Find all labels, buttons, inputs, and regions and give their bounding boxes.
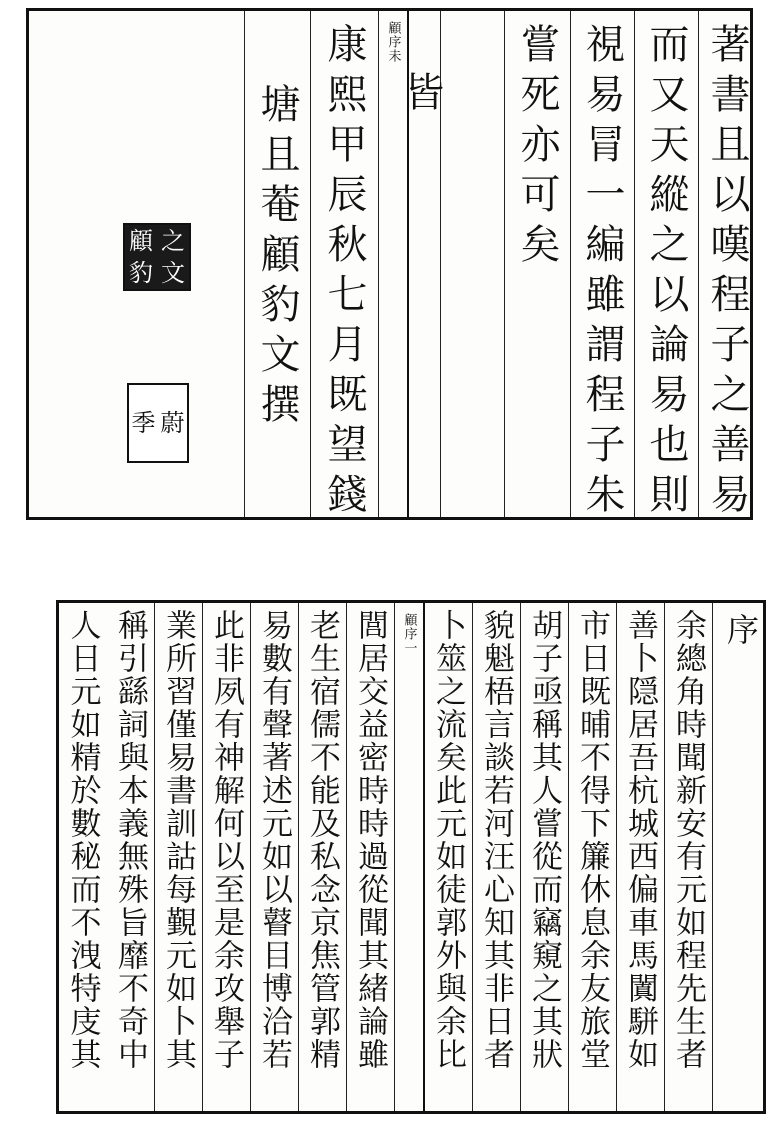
column-text: 閭居交益密時時過從聞其緒論雖 bbox=[352, 609, 388, 1071]
column-text: 而又天縱之以論易也則 bbox=[643, 23, 689, 523]
text-column bbox=[397, 11, 444, 517]
column-text: 余總角時聞新安有元如程先生者 bbox=[670, 609, 706, 1071]
text-column bbox=[425, 603, 473, 1111]
top-page bbox=[26, 8, 753, 523]
text-column bbox=[473, 603, 521, 1111]
text-column bbox=[635, 11, 699, 523]
text-column bbox=[251, 603, 299, 1111]
seal-stamp bbox=[123, 223, 191, 291]
text-column bbox=[521, 603, 569, 1111]
column-text: 人日元如精於數秘而不洩特庋其 bbox=[64, 609, 101, 1071]
seal-char: 之 bbox=[161, 227, 185, 255]
center-margin bbox=[395, 603, 425, 1111]
column-text: 業所習僅易書訓詁每覲元如卜其 bbox=[160, 609, 196, 1071]
column-text: 嘗死亦可矣 bbox=[514, 23, 560, 273]
column-text: 老生宿儒不能及私念京焦管郭精 bbox=[304, 609, 340, 1071]
seal-char: 文 bbox=[161, 259, 185, 287]
column-text: 善卜隠居吾杭城西偏車馬闐駢如 bbox=[622, 609, 658, 1071]
seal-char: 蔚 bbox=[160, 409, 185, 437]
seal-char: 季 bbox=[131, 409, 156, 437]
column-text: 此非夙有神解何以至是余攻舉子 bbox=[208, 609, 244, 1071]
text-column bbox=[665, 603, 713, 1111]
text-column bbox=[699, 11, 756, 523]
top-column-row bbox=[29, 11, 750, 523]
margin-note: 顧序未 bbox=[385, 21, 401, 63]
column-text: 視易冐一編雖謂程子朱 bbox=[579, 23, 625, 523]
center-margin bbox=[379, 11, 409, 517]
text-column bbox=[107, 603, 155, 1111]
text-column bbox=[617, 603, 665, 1111]
text-column bbox=[203, 603, 251, 1111]
margin-note: 顧序一 bbox=[401, 613, 417, 655]
text-column bbox=[299, 603, 347, 1111]
text-column bbox=[569, 603, 617, 1111]
column-text: 胡子亟稱其人嘗從而竊窺之其狀 bbox=[526, 609, 562, 1071]
seal-column bbox=[101, 11, 245, 517]
column-text: 塘且菴顧豹文撰 bbox=[254, 83, 300, 433]
text-column bbox=[59, 603, 107, 1111]
text-column bbox=[155, 603, 203, 1111]
column-text: 稱引繇詞與本義無殊旨靡不奇中 bbox=[112, 609, 148, 1071]
text-column bbox=[245, 11, 311, 517]
column-text: 著書且以嘆程子之善易 bbox=[704, 23, 750, 523]
section-heading: 序 bbox=[722, 613, 760, 647]
column-text: 易數有聲著述元如以瞽目博洽若 bbox=[256, 609, 292, 1071]
column-text: 貌魁梧言談若河汪心知其非日者 bbox=[478, 609, 514, 1071]
text-column bbox=[571, 11, 635, 523]
seal-stamp bbox=[127, 383, 189, 463]
seal-char: 顧 bbox=[129, 227, 153, 255]
bottom-column-row bbox=[59, 603, 763, 1111]
column-text: 卜筮之流矣此元如徒郭外與余比 bbox=[430, 609, 466, 1071]
column-text: 皆 bbox=[397, 71, 444, 121]
blank-column bbox=[29, 11, 101, 517]
text-column bbox=[347, 603, 395, 1111]
column-text: 康熙甲辰秋七月既望錢 bbox=[321, 23, 367, 523]
text-column bbox=[311, 11, 379, 523]
heading-column bbox=[713, 603, 769, 1111]
column-text: 市日既晡不得下簾休息余友旅堂 bbox=[574, 609, 610, 1071]
bottom-page bbox=[56, 600, 766, 1114]
seal-char: 豹 bbox=[129, 259, 153, 287]
text-column bbox=[505, 11, 571, 517]
text-column bbox=[441, 11, 505, 517]
